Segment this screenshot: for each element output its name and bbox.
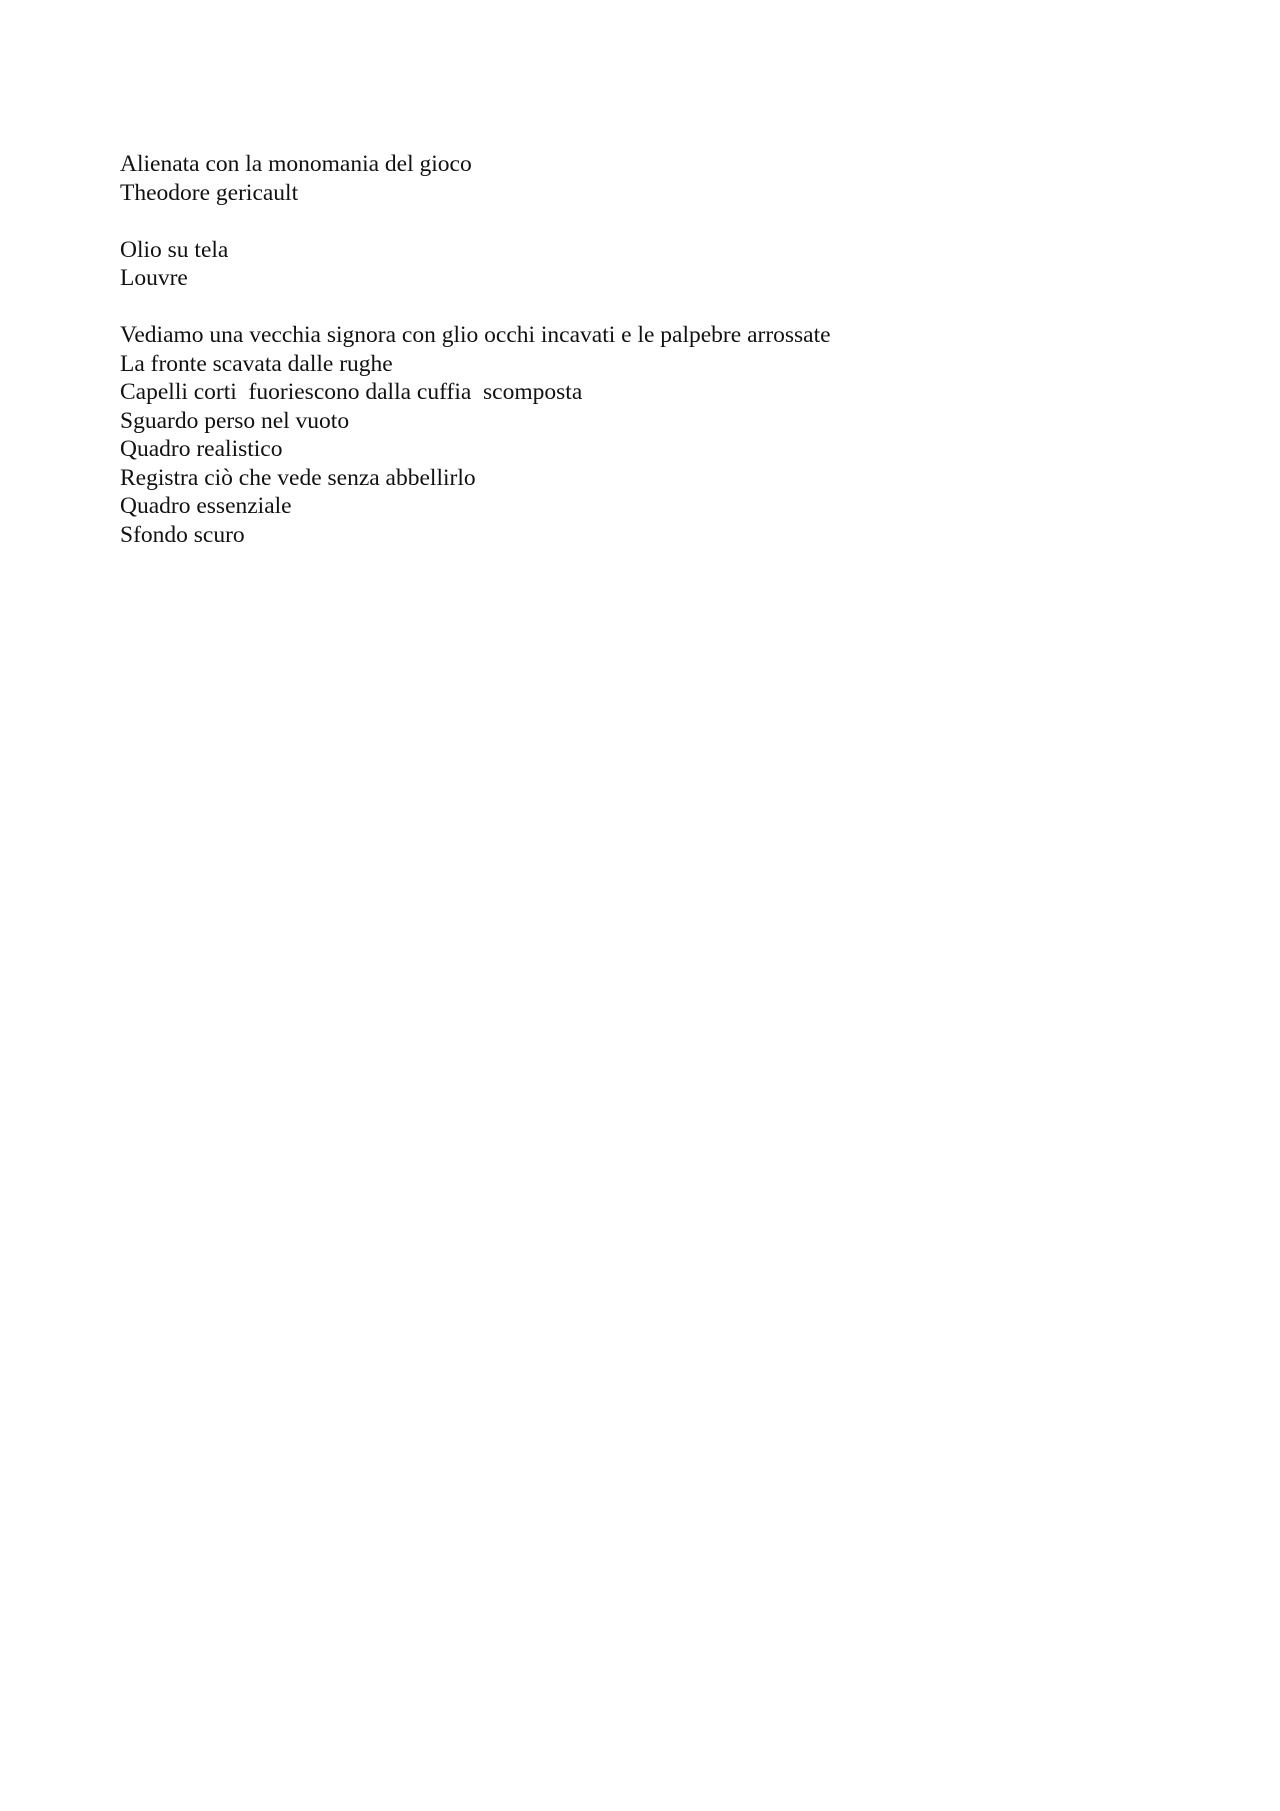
note-line: Registra ciò che vede senza abbellirlo bbox=[120, 464, 476, 491]
note-line: Sguardo perso nel vuoto bbox=[120, 407, 350, 434]
blank-line bbox=[120, 293, 831, 322]
note-line: Quadro realistico bbox=[120, 436, 283, 462]
note-line: Vediamo una vecchia signora con glio occhi incavati e le palpebre arrossate bbox=[120, 322, 831, 348]
note-line: Sfondo scuro bbox=[120, 521, 245, 548]
artwork-medium: Olio su tela bbox=[120, 236, 229, 263]
note-line: Quadro essenziale bbox=[120, 493, 292, 519]
document-body bbox=[120, 150, 831, 549]
artwork-location: Louvre bbox=[120, 265, 188, 291]
artwork-title: Alienata con la monomania del gioco bbox=[120, 151, 472, 177]
blank-line bbox=[120, 207, 831, 236]
note-line: Capelli corti fuoriescono dalla cuffia scomposta bbox=[120, 379, 583, 405]
note-line: La fronte scavata dalle rughe bbox=[120, 350, 393, 377]
artist-name: Theodore gericault bbox=[120, 179, 299, 206]
